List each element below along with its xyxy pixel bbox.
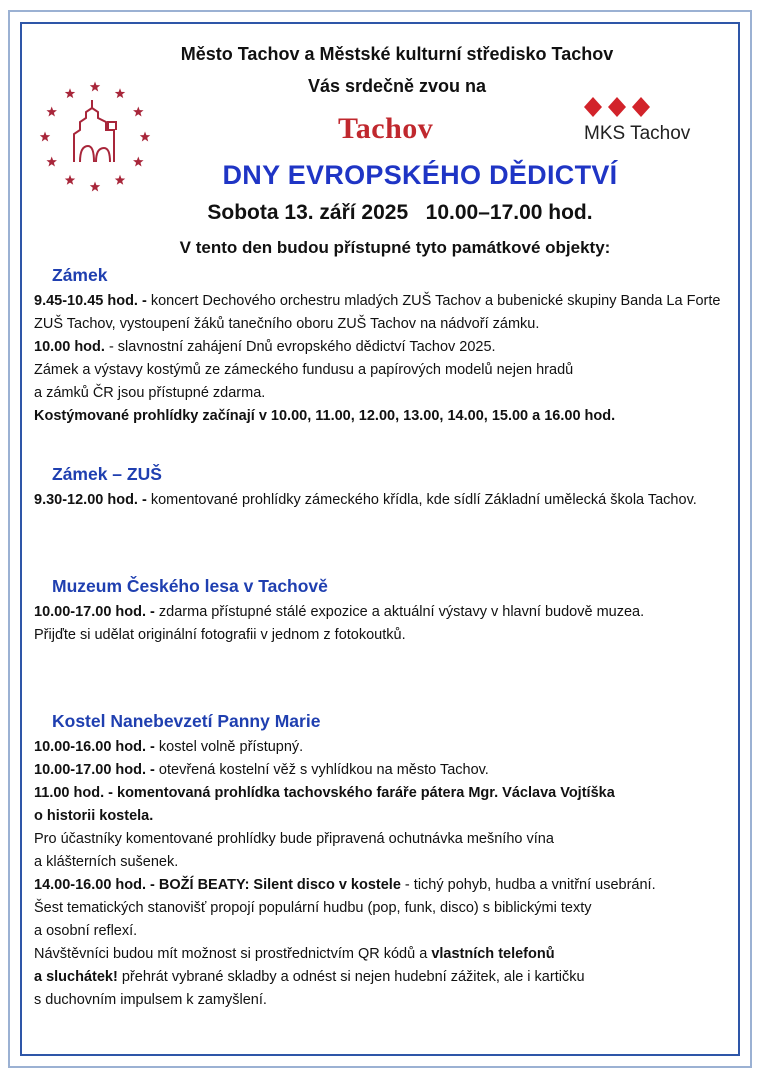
time-label: 9.30-12.00 hod. - [34,492,147,508]
star-icon [65,88,75,98]
section-title: Muzeum Českého lesa v Tachově [52,576,328,596]
info-line: s duchovním impulsem k zamyšlení. [34,992,267,1008]
info-line [34,966,732,989]
schedule-item [34,290,732,336]
star-icon [115,88,125,98]
item-text: komentované prohlídky zámeckého křídla, kde sídlí Základní umělecká škola Tachov. [146,492,697,508]
info-line: Pro účastníky komentované prohlídky bude připravená ochutnávka mešního vína [34,831,554,847]
guided-tour-line: o historii kostela. [34,808,154,824]
star-icon [65,175,75,185]
invitation-line: Vás srdečně zvou na [307,76,487,96]
section-kostel [34,709,732,1012]
star-icon [46,157,56,167]
star-icon [90,182,100,192]
star-icon [40,132,50,142]
schedule-item [34,601,732,624]
text-run: přehrát vybrané skladby a odnést si nejen hudební zážitek, ale i kartičku [117,969,585,985]
info-line: a osobní reflexí. [34,923,138,939]
info-line: Zámek a výstavy kostýmů ze zámeckého fundusu a papírových modelů nejen hradů [34,362,574,378]
item-text: - slavnostní zahájení Dnů evropského dědictví Tachov 2025. [104,339,496,355]
star-icon [133,107,143,117]
schedule-item [34,759,732,782]
time-label: 10.00-17.00 hod. - [34,762,155,778]
star-icon [46,107,56,117]
section-title: Kostel Nanebevzetí Panny Marie [52,711,321,731]
intro-line: V tento den budou přístupné tyto památkové objekty: [179,238,611,257]
section-title: Zámek [52,265,108,285]
info-line [34,943,732,966]
time-label: 9.45-10.45 hod. - [34,293,147,309]
item-text: zdarma přístupné stálé expozice a aktuální výstavy v hlavní budově muzea. [154,604,645,620]
section-muzeum [34,574,732,647]
schedule-item [34,874,732,897]
section-zamek [34,263,732,428]
mks-logo-text: MKS Tachov [584,123,691,144]
event-date-time: Sobota 13. září 2025 10.00–17.00 hod. [207,201,593,224]
time-label: 10.00 hod. [34,339,105,355]
tour-times: Kostýmované prohlídky začínají v 10.00, 11.00, 12.00, 13.00, 14.00, 15.00 a 16.00 hod. [34,408,616,424]
item-text: - tichý pohyb, hudba a vnitřní usebrání. [400,877,656,893]
section-zamek-zus [34,462,732,512]
info-line: Přijďte si udělat originální fotografii v jednom z fotokoutků. [34,627,406,643]
schedule-item [34,736,732,759]
text-run: Návštěvníci budou mít možnost si prostřednictvím QR kódů a [34,946,432,962]
diamonds-icon [582,96,652,118]
item-text: koncert Dechového orchestru mladých ZUŠ Tachov a bubenické skupiny Banda La Forte ZUŠ Tachov, vystoupení žáků tanečního oboru ZUŠ Tachov na nádvoří zámku. [34,293,721,332]
time-label: 10.00-17.00 hod. - [34,604,155,620]
guided-tour-line: 11.00 hod. - komentovaná prohlídka tachovského faráře pátera Mgr. Václava Vojtíška [34,785,615,801]
time-label: 10.00-16.00 hod. - [34,739,155,755]
event-title: DNY EVROPSKÉHO DĚDICTVÍ [222,160,618,190]
star-icon [140,132,150,142]
organizer-line: Město Tachov a Městské kulturní středisko Tachov [180,44,614,64]
tachov-city-logo [338,112,433,146]
text-run-bold: a sluchátek! [34,969,118,985]
item-text: kostel volně přístupný. [154,739,304,755]
section-title: Zámek – ZUŠ [52,464,162,484]
schedule-item [34,336,732,359]
item-text: otevřená kostelní věž s vyhlídkou na město Tachov. [154,762,489,778]
star-icon [90,82,100,92]
text-run-bold: vlastních telefonů [431,946,555,962]
tachov-logo-text: Tachov [338,112,434,145]
schedule-item [34,489,732,512]
info-line: a klášterních sušenek. [34,854,179,870]
time-label: 14.00-16.00 hod. - BOŽÍ BEATY: Silent disco v kostele [34,877,401,893]
info-line: Šest tematických stanovišť propojí populární hudbu (pop, funk, disco) s biblickými texty [34,900,592,916]
info-line: a zámků ČR jsou přístupné zdarma. [34,385,266,401]
